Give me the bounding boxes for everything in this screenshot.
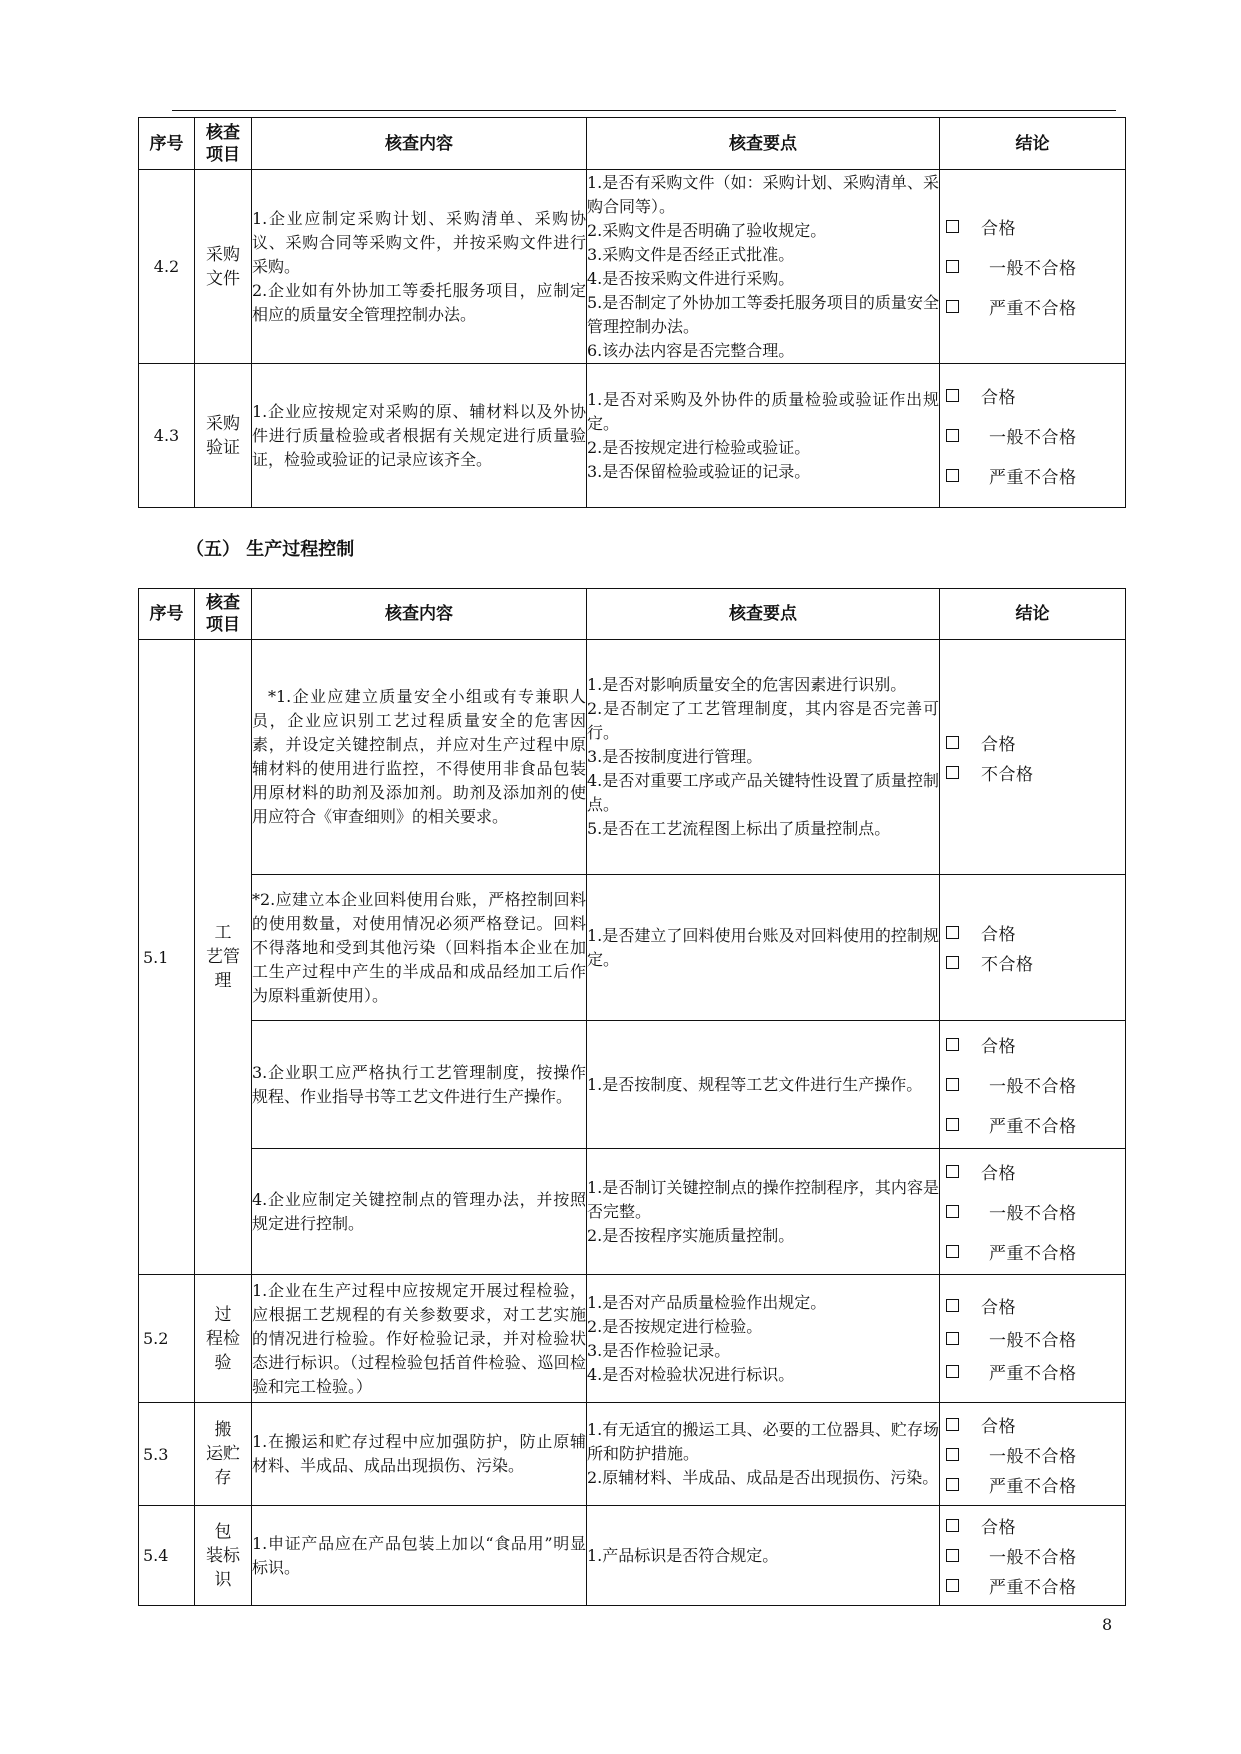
conclusion-option[interactable] — [940, 1025, 1125, 1065]
content-line: 1.企业应制定采购计划、采购清单、采购协议、采购合同等采购文件，并按采购文件进行采购。 — [252, 208, 586, 276]
point-line: 2.是否按程序实施质量控制。 — [587, 1225, 795, 1245]
checkbox-icon[interactable] — [946, 1299, 959, 1312]
row-conclusion — [940, 170, 1126, 364]
checkbox-icon[interactable] — [946, 1332, 959, 1345]
content-line: 1.企业在生产过程中应按规定开展过程检验，应根据工艺规程的有关参数要求，对工艺实施的情况进行检验。作好检验记录，并对检验状态进行标识。（过程检验包括首件检验、巡回检验和完工检验。） — [252, 1280, 586, 1396]
conclusion-option[interactable] — [940, 1511, 1125, 1541]
row-conclusion — [940, 875, 1126, 1021]
row-item — [195, 170, 252, 364]
checkbox-icon[interactable] — [946, 220, 959, 233]
table-row — [139, 640, 1126, 875]
point-line: 5.是否在工艺流程图上标出了质量控制点。 — [587, 819, 891, 838]
checkbox-icon[interactable] — [946, 1078, 959, 1091]
content-line: 1.申证产品应在产品包装上加以“食品用”明显标识。 — [252, 1533, 586, 1577]
checkbox-icon[interactable] — [946, 766, 959, 779]
content-line: 1.在搬运和贮存过程中应加强防护，防止原辅材料、半成品、成品出现损伤、污染。 — [252, 1432, 586, 1475]
row-number: 5.3 — [139, 1403, 195, 1506]
option-label: 严重不合格 — [989, 299, 1077, 319]
checkbox-icon[interactable] — [946, 1038, 959, 1051]
point-line: 1.是否对影响质量安全的危害因素进行识别。 — [587, 675, 907, 694]
header-content: 核查内容 — [252, 118, 587, 170]
checkbox-icon[interactable] — [946, 1519, 959, 1532]
option-label: 严重不合格 — [989, 1117, 1077, 1137]
point-line: 4.是否按采购文件进行采购。 — [587, 268, 795, 288]
point-line: 1.是否建立了回料使用台账及对回料使用的控制规定。 — [587, 925, 939, 969]
checkbox-icon[interactable] — [946, 1448, 959, 1461]
table-header-row — [139, 118, 1126, 170]
conclusion-option[interactable] — [940, 1065, 1125, 1105]
row-item — [195, 640, 252, 1275]
option-label: 合格 — [981, 388, 1016, 408]
row-item — [195, 1506, 252, 1606]
point-line: 1.是否按制度、规程等工艺文件进行生产操作。 — [587, 1074, 923, 1094]
row-item-text: 搬 运贮存 — [205, 1420, 240, 1488]
row-points — [587, 640, 940, 875]
option-label: 不合格 — [981, 955, 1034, 975]
row-item-text: 采购验证 — [205, 413, 240, 458]
row-points — [587, 1506, 940, 1606]
option-label: 一般不合格 — [989, 1331, 1077, 1351]
checkbox-icon[interactable] — [946, 469, 959, 482]
row-number: 5.1 — [139, 640, 195, 1275]
option-label: 合格 — [981, 734, 1016, 755]
header-points: 核查要点 — [587, 118, 940, 170]
row-item — [195, 1275, 252, 1403]
point-line: 6.该办法内容是否完整合理。 — [587, 340, 795, 360]
header-no: 序号 — [139, 589, 195, 640]
row-content — [252, 1403, 587, 1506]
conclusion-option[interactable] — [940, 376, 1125, 416]
conclusion-option[interactable] — [940, 1152, 1125, 1192]
conclusion-option[interactable] — [940, 948, 1125, 978]
row-content — [252, 170, 587, 364]
checkbox-icon[interactable] — [946, 1549, 959, 1562]
row-points — [587, 1403, 940, 1506]
option-label: 不合格 — [981, 764, 1034, 785]
checkbox-icon[interactable] — [946, 260, 959, 273]
header-conclusion: 结论 — [940, 589, 1126, 640]
table-row — [139, 364, 1126, 508]
row-number: 5.4 — [139, 1506, 195, 1606]
row-points — [587, 1149, 940, 1275]
row-conclusion — [940, 640, 1126, 875]
checkbox-icon[interactable] — [946, 1579, 959, 1592]
option-label: 一般不合格 — [989, 1077, 1077, 1097]
row-content — [252, 1506, 587, 1606]
conclusion-option[interactable] — [940, 247, 1125, 287]
point-line: 1.是否对采购及外协件的质量检验或验证作出规定。 — [587, 389, 939, 433]
section-title: （五） 生产过程控制 — [186, 539, 355, 560]
header-item-text: 核查项目 — [205, 593, 240, 635]
row-content — [252, 640, 587, 875]
header-rule — [172, 110, 1116, 111]
row-number: 4.2 — [139, 170, 195, 364]
header-points: 核查要点 — [587, 589, 940, 640]
row-content — [252, 875, 587, 1021]
inspection-table-production — [138, 588, 1126, 1606]
option-label: 合格 — [981, 1416, 1016, 1437]
conclusion-option[interactable] — [940, 1289, 1125, 1322]
conclusion-option[interactable] — [940, 1232, 1125, 1272]
header-item — [195, 118, 252, 170]
row-conclusion — [940, 1149, 1126, 1275]
option-label: 一般不合格 — [989, 1204, 1077, 1224]
option-label: 一般不合格 — [989, 1548, 1077, 1568]
row-points — [587, 170, 940, 364]
option-label: 严重不合格 — [989, 1476, 1077, 1497]
checkbox-icon[interactable] — [946, 736, 959, 749]
row-points — [587, 364, 940, 508]
conclusion-option[interactable] — [940, 1469, 1125, 1499]
header-no: 序号 — [139, 118, 195, 170]
conclusion-option[interactable] — [940, 1571, 1125, 1601]
point-line: 1.有无适宜的搬运工具、必要的工位器具、贮存场所和防护措施。 — [587, 1420, 939, 1463]
row-content — [252, 1021, 587, 1149]
point-line: 2.原辅材料、半成品、成品是否出现损伤、污染。 — [587, 1468, 939, 1487]
conclusion-option[interactable] — [940, 1439, 1125, 1469]
conclusion-option[interactable] — [940, 757, 1125, 787]
header-content: 核查内容 — [252, 589, 587, 640]
content-line: 1.企业应按规定对采购的原、辅材料以及外协件进行质量检验或者根据有关规定进行质量验证，检验或验证的记录应该齐全。 — [252, 401, 586, 469]
row-number: 5.2 — [139, 1275, 195, 1403]
page-number: 8 — [1102, 1615, 1113, 1634]
table-row — [139, 1149, 1126, 1275]
conclusion-option[interactable] — [940, 1409, 1125, 1439]
conclusion-option[interactable] — [940, 207, 1125, 247]
row-item — [195, 1403, 252, 1506]
row-points — [587, 1021, 940, 1149]
checkbox-icon[interactable] — [946, 1418, 959, 1431]
checkbox-icon[interactable] — [946, 956, 959, 969]
conclusion-option[interactable] — [940, 727, 1125, 757]
checkbox-icon[interactable] — [946, 300, 959, 313]
point-line: 2.是否制定了工艺管理制度，其内容是否完善可行。 — [587, 699, 939, 742]
point-line: 3.采购文件是否经正式批准。 — [587, 244, 795, 264]
conclusion-option[interactable] — [940, 1355, 1125, 1388]
checkbox-icon[interactable] — [946, 926, 959, 939]
row-item — [195, 364, 252, 508]
row-conclusion — [940, 1506, 1126, 1606]
content-line: 3.企业职工应严格执行工艺管理制度，按操作规程、作业指导书等工艺文件进行生产操作。 — [252, 1062, 586, 1106]
checkbox-icon[interactable] — [946, 1245, 959, 1258]
option-label: 合格 — [981, 925, 1016, 945]
header-item-text: 核查项目 — [205, 122, 240, 165]
point-line: 1.是否有采购文件（如：采购计划、采购清单、采购合同等）。 — [587, 172, 939, 216]
checkbox-icon[interactable] — [946, 429, 959, 442]
row-number: 4.3 — [139, 364, 195, 508]
content-line: *1.企业应建立质量安全小组或有专兼职人员，企业应识别工艺过程质量安全的危害因素，并设定关键控制点，并应对生产过程中原辅材料的使用进行监控，不得使用非食品包装用原材料的助剂及添加剂。助剂及添加剂的使用应符合《审查细则》的相关要求。 — [252, 687, 586, 826]
option-label: 一般不合格 — [989, 428, 1077, 448]
conclusion-option[interactable] — [940, 1192, 1125, 1232]
row-conclusion — [940, 364, 1126, 508]
content-line: 2.企业如有外协加工等委托服务项目，应制定相应的质量安全管理控制办法。 — [252, 280, 586, 324]
row-content — [252, 1149, 587, 1275]
point-line: 3.是否按制度进行管理。 — [587, 747, 763, 766]
row-points — [587, 875, 940, 1021]
point-line: 3.是否保留检验或验证的记录。 — [587, 461, 811, 481]
point-line: 5.是否制定了外协加工等委托服务项目的质量安全管理控制办法。 — [587, 292, 939, 336]
table-row — [139, 1506, 1126, 1606]
point-line: 2.是否按规定进行检验或验证。 — [587, 437, 811, 457]
checkbox-icon[interactable] — [946, 1118, 959, 1131]
option-label: 合格 — [981, 1037, 1016, 1057]
conclusion-option[interactable] — [940, 918, 1125, 948]
point-line: 2.采购文件是否明确了验收规定。 — [587, 220, 827, 240]
table-row — [139, 1021, 1126, 1149]
conclusion-option[interactable] — [940, 416, 1125, 456]
point-line: 1.是否对产品质量检验作出规定。 — [587, 1292, 827, 1312]
row-conclusion — [940, 1403, 1126, 1506]
point-line: 2.是否按规定进行检验。 — [587, 1316, 763, 1336]
row-conclusion — [940, 1275, 1126, 1403]
checkbox-icon[interactable] — [946, 1205, 959, 1218]
header-item — [195, 589, 252, 640]
content-line: *2.应建立本企业回料使用台账，严格控制回料的使用数量，对使用情况必须严格登记。回料不得落地和受到其他污染（回料指本企业在加工生产过程中产生的半成品和成品经加工后作为原料重新使用）。 — [252, 889, 586, 1005]
option-label: 严重不合格 — [989, 1244, 1077, 1264]
row-item-text: 工 艺管理 — [205, 923, 240, 991]
option-label: 合格 — [981, 1518, 1016, 1538]
option-label: 严重不合格 — [989, 1578, 1077, 1598]
option-label: 严重不合格 — [989, 1364, 1077, 1384]
header-conclusion: 结论 — [940, 118, 1126, 170]
row-content — [252, 1275, 587, 1403]
option-label: 合格 — [981, 1298, 1016, 1318]
point-line: 1.是否制订关键控制点的操作控制程序，其内容是否完整。 — [587, 1177, 939, 1221]
row-points — [587, 1275, 940, 1403]
option-label: 合格 — [981, 219, 1016, 239]
content-line: 4.企业应制定关键控制点的管理办法，并按照规定进行控制。 — [252, 1189, 586, 1233]
point-line: 1.产品标识是否符合规定。 — [587, 1545, 779, 1565]
option-label: 严重不合格 — [989, 468, 1077, 488]
checkbox-icon[interactable] — [946, 1165, 959, 1178]
conclusion-option[interactable] — [940, 1105, 1125, 1145]
point-line: 3.是否作检验记录。 — [587, 1340, 731, 1360]
option-label: 一般不合格 — [989, 1446, 1077, 1467]
table-header-row — [139, 589, 1126, 640]
inspection-table-purchasing — [138, 117, 1126, 508]
row-content — [252, 364, 587, 508]
option-label: 一般不合格 — [989, 259, 1077, 279]
table-row — [139, 170, 1126, 364]
point-line: 4.是否对检验状况进行标识。 — [587, 1364, 795, 1384]
row-item-text: 过 程检验 — [205, 1304, 240, 1373]
conclusion-option[interactable] — [940, 1541, 1125, 1571]
conclusion-option[interactable] — [940, 456, 1125, 496]
option-label: 合格 — [981, 1164, 1016, 1184]
checkbox-icon[interactable] — [946, 1478, 959, 1491]
checkbox-icon[interactable] — [946, 1365, 959, 1378]
conclusion-option[interactable] — [940, 287, 1125, 327]
table-row — [139, 875, 1126, 1021]
point-line: 4.是否对重要工序或产品关键特性设置了质量控制点。 — [587, 771, 939, 814]
conclusion-option[interactable] — [940, 1322, 1125, 1355]
row-item-text: 包 装标识 — [205, 1521, 240, 1590]
table-row — [139, 1403, 1126, 1506]
row-item-text: 采购文件 — [205, 244, 240, 289]
row-conclusion — [940, 1021, 1126, 1149]
checkbox-icon[interactable] — [946, 389, 959, 402]
table-row — [139, 1275, 1126, 1403]
